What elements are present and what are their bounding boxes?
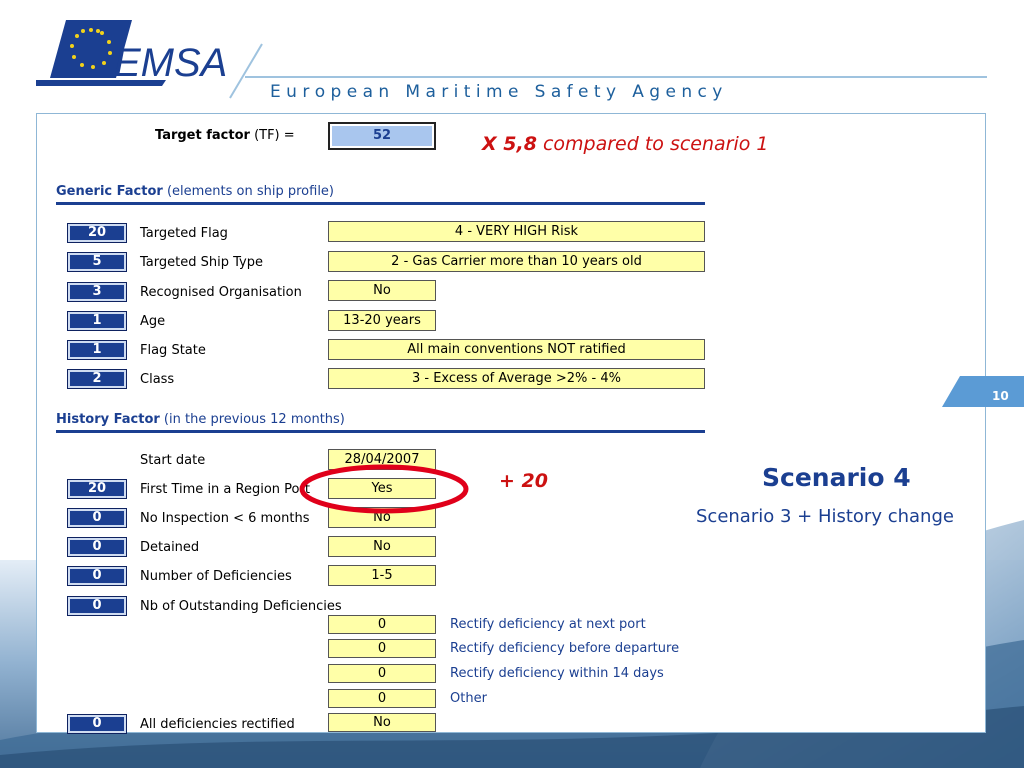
comparison-text: X 5,8 compared to scenario 1 xyxy=(482,133,769,155)
svg-text:EMSA: EMSA xyxy=(114,41,228,85)
value-targeted-flag: 4 - VERY HIGH Risk xyxy=(328,221,705,242)
scenario-title: Scenario 4 xyxy=(762,463,911,492)
label-flag-state: Flag State xyxy=(140,343,206,358)
generic-factor-title: Generic Factor (elements on ship profile) xyxy=(56,184,334,199)
value-all-rectified: No xyxy=(328,713,436,732)
agency-name: E u r o p e a n M a r i t i m e S a f e t y A g e n c y xyxy=(270,82,723,102)
label-outstanding-deficiencies: Nb of Outstanding Deficiencies xyxy=(140,599,342,614)
label-age: Age xyxy=(140,314,166,329)
label-targeted-flag: Targeted Flag xyxy=(140,226,228,241)
plus-annotation: + 20 xyxy=(499,470,548,492)
label-start-date: Start date xyxy=(140,453,206,468)
score-flag-state: 1 xyxy=(67,340,127,360)
scenario-subtitle: Scenario 3 + History change xyxy=(696,506,954,527)
label-rectify-14-days: Rectify deficiency within 14 days xyxy=(450,666,664,681)
value-rectify-before-departure: 0 xyxy=(328,639,436,658)
history-factor-title: History Factor (in the previous 12 months) xyxy=(56,412,345,427)
score-first-time: 20 xyxy=(67,479,127,499)
score-all-rectified: 0 xyxy=(67,714,127,734)
value-other: 0 xyxy=(328,689,436,708)
label-detained: Detained xyxy=(140,540,200,555)
value-age: 13-20 years xyxy=(328,310,436,331)
page-number: 10 xyxy=(992,389,1009,403)
value-rectify-14-days: 0 xyxy=(328,664,436,683)
value-rectify-next-port: 0 xyxy=(328,615,436,634)
value-class: 3 - Excess of Average >2% - 4% xyxy=(328,368,705,389)
generic-factor-rule xyxy=(56,202,705,205)
label-class: Class xyxy=(140,372,175,387)
value-start-date: 28/04/2007 xyxy=(328,449,436,470)
emsa-logo xyxy=(36,18,266,100)
score-number-deficiencies: 0 xyxy=(67,566,127,586)
value-flag-state: All main conventions NOT ratified xyxy=(328,339,705,360)
value-number-deficiencies: 1-5 xyxy=(328,565,436,586)
label-number-deficiencies: Number of Deficiencies xyxy=(140,569,292,584)
value-first-time: Yes xyxy=(328,478,436,499)
score-outstanding-deficiencies: 0 xyxy=(67,596,127,616)
label-first-time: First Time in a Region Port xyxy=(140,482,310,497)
label-other: Other xyxy=(450,691,487,706)
value-ship-type: 2 - Gas Carrier more than 10 years old xyxy=(328,251,705,272)
value-detained: No xyxy=(328,536,436,557)
value-no-inspection: No xyxy=(328,507,436,528)
target-factor-value: 52 xyxy=(328,122,436,150)
history-factor-rule xyxy=(56,430,705,433)
target-factor-label: Target factor (TF) = xyxy=(155,128,295,143)
score-detained: 0 xyxy=(67,537,127,557)
header-rule xyxy=(245,76,987,78)
score-ship-type: 5 xyxy=(67,252,127,272)
label-rectify-next-port: Rectify deficiency at next port xyxy=(450,617,646,632)
page-number-tab xyxy=(942,376,1024,407)
label-rectify-before-departure: Rectify deficiency before departure xyxy=(450,641,680,656)
value-recognised-organisation: No xyxy=(328,280,436,301)
label-ship-type: Targeted Ship Type xyxy=(140,255,263,270)
score-age: 1 xyxy=(67,311,127,331)
score-no-inspection: 0 xyxy=(67,508,127,528)
label-all-rectified: All deficiencies rectified xyxy=(140,717,295,732)
label-recognised-organisation: Recognised Organisation xyxy=(140,285,302,300)
score-recognised-organisation: 3 xyxy=(67,282,127,302)
label-no-inspection: No Inspection < 6 months xyxy=(140,511,310,526)
score-targeted-flag: 20 xyxy=(67,223,127,243)
score-class: 2 xyxy=(67,369,127,389)
